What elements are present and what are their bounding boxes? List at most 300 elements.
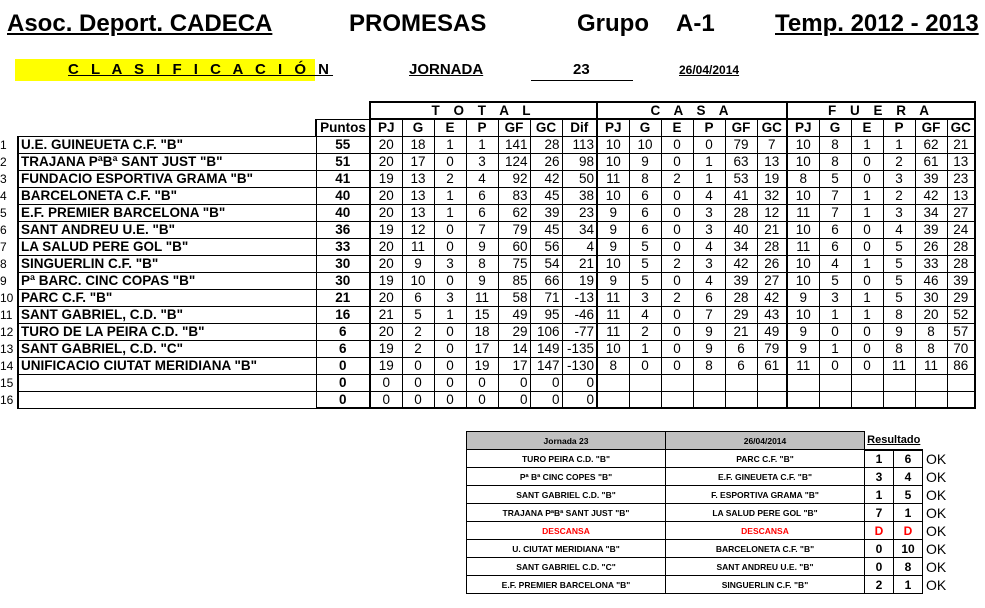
stat-cell: 149 (530, 340, 562, 357)
stat-cell: 10 (597, 153, 629, 170)
stat-cell: 0 (661, 323, 693, 340)
stat-cell: 20 (370, 323, 402, 340)
stat-cell: 10 (787, 272, 819, 289)
stat-cell: 11 (466, 289, 498, 306)
points-cell: 33 (316, 238, 370, 255)
stat-cell: 9 (629, 153, 661, 170)
stat-cell: 8 (466, 255, 498, 272)
stat-cell: 6 (725, 340, 757, 357)
stat-cell: 6 (629, 204, 661, 221)
group-header-row (0, 102, 975, 119)
stat-cell: 1 (851, 204, 883, 221)
stat-cell (725, 374, 757, 391)
points-cell: 51 (316, 153, 370, 170)
away-goals: 10 (894, 540, 923, 558)
stat-cell: 13 (947, 153, 975, 170)
stat-cell: 9 (883, 323, 915, 340)
stat-cell: 2 (434, 170, 466, 187)
stat-cell: 28 (725, 289, 757, 306)
stat-cell: 11 (787, 204, 819, 221)
stat-cell: 27 (757, 272, 787, 289)
stat-cell: 17 (466, 340, 498, 357)
stat-cell: 10 (787, 153, 819, 170)
stat-cell: 0 (851, 323, 883, 340)
team-name: TRAJANA PªBª SANT JUST "B" (18, 153, 316, 170)
stat-cell: 83 (498, 187, 530, 204)
stat-cell: 28 (947, 238, 975, 255)
stat-cell: 18 (402, 136, 434, 153)
group-total: T O T A L (370, 102, 597, 119)
stat-cell: 1 (693, 153, 725, 170)
stat-cell: 54 (530, 255, 562, 272)
match-away-team: DESCANSA (666, 522, 865, 540)
stat-cell: 14 (498, 340, 530, 357)
match-home-team: Pª Bª CINC COPES "B" (467, 468, 666, 486)
stat-cell: 62 (915, 136, 947, 153)
standings-row (0, 255, 975, 272)
stat-cell: 1 (851, 136, 883, 153)
stat-cell: 9 (597, 238, 629, 255)
match-status: OK (926, 540, 947, 557)
stat-cell: 13 (402, 187, 434, 204)
stat-cell: 7 (466, 221, 498, 238)
stat-cell: 0 (498, 391, 530, 408)
stat-cell: 1 (851, 289, 883, 306)
stat-cell: 58 (498, 289, 530, 306)
stat-cell: 29 (498, 323, 530, 340)
stat-cell: 49 (757, 323, 787, 340)
stat-cell: 70 (947, 340, 975, 357)
stat-cell: 1 (434, 204, 466, 221)
stat-cell: 1 (851, 187, 883, 204)
stat-cell: 92 (498, 170, 530, 187)
stat-cell: 2 (629, 323, 661, 340)
standings-row (0, 238, 975, 255)
team-name: BARCELONETA C.F. "B" (18, 187, 316, 204)
stat-cell: 0 (851, 221, 883, 238)
stat-cell: -46 (562, 306, 597, 323)
standings-row (0, 374, 975, 391)
away-goals: 1 (894, 576, 923, 594)
stat-cell: 17 (498, 357, 530, 374)
stat-cell: 5 (629, 272, 661, 289)
match-home-team: E.F. PREMIER BARCELONA "B" (467, 576, 666, 594)
column-header: G (819, 119, 851, 136)
stat-cell (787, 391, 819, 408)
stat-cell: 0 (851, 272, 883, 289)
stat-cell: 24 (947, 221, 975, 238)
points-cell: 0 (316, 391, 370, 408)
stat-cell: 4 (693, 238, 725, 255)
stat-cell: -77 (562, 323, 597, 340)
stat-cell: 66 (530, 272, 562, 289)
stat-cell: 39 (530, 204, 562, 221)
stat-cell: 6 (693, 289, 725, 306)
position-number: 9 (0, 273, 7, 288)
stat-cell: 8 (915, 340, 947, 357)
stat-cell: 9 (466, 238, 498, 255)
stat-cell: 0 (434, 374, 466, 391)
stat-cell: 8 (915, 323, 947, 340)
group-fuera: F U E R A (787, 102, 975, 119)
column-header: P (883, 119, 915, 136)
stat-cell: 6 (819, 221, 851, 238)
stat-cell: 1 (434, 306, 466, 323)
stat-cell: 0 (851, 170, 883, 187)
stat-cell (661, 391, 693, 408)
stat-cell: 4 (693, 187, 725, 204)
stat-cell: 33 (915, 255, 947, 272)
stat-cell: 4 (883, 221, 915, 238)
stat-cell: 3 (434, 289, 466, 306)
match-away-team: PARC C.F. "B" (666, 450, 865, 468)
column-header: P (466, 119, 498, 136)
column-header: GC (947, 119, 975, 136)
stat-cell: 20 (370, 187, 402, 204)
points-cell: 41 (316, 170, 370, 187)
points-cell: 40 (316, 187, 370, 204)
stat-cell: 52 (947, 306, 975, 323)
standings-row (0, 272, 975, 289)
standings-row (0, 153, 975, 170)
match-away-team: SANT ANDREU U.E. "B" (666, 558, 865, 576)
stat-cell: 0 (851, 357, 883, 374)
position-number: 8 (0, 256, 7, 271)
stat-cell: 0 (851, 153, 883, 170)
stat-cell: 9 (693, 323, 725, 340)
stat-cell: 0 (661, 238, 693, 255)
stat-cell (947, 391, 975, 408)
stat-cell: 0 (661, 136, 693, 153)
match-row (467, 486, 958, 504)
stat-cell: 0 (402, 374, 434, 391)
stat-cell (915, 374, 947, 391)
stat-cell: 10 (402, 272, 434, 289)
stat-cell: 0 (661, 306, 693, 323)
results-date-header: 26/04/2014 (666, 432, 865, 450)
stat-cell: 0 (661, 357, 693, 374)
stat-cell: 1 (466, 136, 498, 153)
stat-cell: 10 (787, 136, 819, 153)
points-cell: 36 (316, 221, 370, 238)
stat-cell: 20 (370, 136, 402, 153)
team-name: E.F. PREMIER BARCELONA "B" (18, 204, 316, 221)
stat-cell: 0 (530, 374, 562, 391)
stat-cell: 0 (562, 391, 597, 408)
match-away-team: SINGUERLIN C.F. "B" (666, 576, 865, 594)
stat-cell: 3 (819, 289, 851, 306)
column-header: GF (915, 119, 947, 136)
stat-cell: 124 (498, 153, 530, 170)
stat-cell: 19 (562, 272, 597, 289)
stat-cell: 29 (947, 289, 975, 306)
stat-cell: 9 (597, 272, 629, 289)
group-casa: C A S A (597, 102, 787, 119)
away-goals: 6 (894, 450, 923, 468)
home-goals: D (865, 522, 894, 540)
stat-cell: 0 (851, 238, 883, 255)
stat-cell: 8 (629, 170, 661, 187)
points-cell: 6 (316, 323, 370, 340)
stat-cell: 86 (947, 357, 975, 374)
position-number: 5 (0, 205, 7, 220)
stat-cell: 6 (629, 187, 661, 204)
stat-cell: 39 (915, 221, 947, 238)
column-header: G (629, 119, 661, 136)
stat-cell: 39 (725, 272, 757, 289)
team-name: UNIFICACIO CIUTAT MERIDIANA "B" (18, 357, 316, 374)
stat-cell: 0 (661, 272, 693, 289)
points-cell: 0 (316, 374, 370, 391)
standings-row (0, 340, 975, 357)
stat-cell: 10 (597, 255, 629, 272)
stat-cell: 5 (819, 272, 851, 289)
stat-cell (693, 391, 725, 408)
stat-cell (597, 391, 629, 408)
stat-cell (883, 374, 915, 391)
stat-cell: 0 (434, 357, 466, 374)
stat-cell: 13 (947, 187, 975, 204)
stat-cell (757, 374, 787, 391)
home-goals: 0 (865, 558, 894, 576)
stat-cell: 11 (597, 323, 629, 340)
stat-cell: 0 (434, 340, 466, 357)
stat-cell: 6 (466, 187, 498, 204)
match-row (467, 576, 958, 594)
stat-cell: 3 (434, 255, 466, 272)
results-table (466, 431, 958, 594)
stat-cell: 4 (693, 272, 725, 289)
stat-cell: 10 (597, 136, 629, 153)
stat-cell: 9 (787, 340, 819, 357)
position-number: 12 (0, 324, 14, 339)
stat-cell: 2 (661, 289, 693, 306)
team-name (18, 391, 316, 408)
team-name: SANT GABRIEL, C.D. "B" (18, 306, 316, 323)
points-cell: 55 (316, 136, 370, 153)
stat-cell: 8 (819, 153, 851, 170)
stat-cell (883, 391, 915, 408)
stat-cell: 61 (915, 153, 947, 170)
clasificacion-title: C L A S I F I C A C I Ó N (68, 61, 334, 78)
match-away-team: F. ESPORTIVA GRAMA "B" (666, 486, 865, 504)
match-status: OK (926, 558, 947, 575)
stat-cell: 6 (402, 289, 434, 306)
stat-cell: 10 (629, 136, 661, 153)
stat-cell: 28 (947, 255, 975, 272)
column-header: E (661, 119, 693, 136)
away-goals: 1 (894, 504, 923, 522)
standings-row (0, 136, 975, 153)
standings-row (0, 289, 975, 306)
points-cell: 30 (316, 272, 370, 289)
stat-cell: 8 (819, 136, 851, 153)
stat-cell: 29 (725, 306, 757, 323)
position-number: 11 (0, 307, 13, 322)
stat-cell: 39 (915, 170, 947, 187)
stat-cell (851, 374, 883, 391)
stat-cell: 7 (819, 204, 851, 221)
stat-cell: 28 (530, 136, 562, 153)
stat-cell: 3 (693, 255, 725, 272)
stat-cell: 8 (883, 306, 915, 323)
stat-cell: 28 (757, 238, 787, 255)
match-status: OK (926, 576, 947, 593)
home-goals: 0 (865, 540, 894, 558)
stat-cell: 9 (787, 289, 819, 306)
stat-cell: 5 (819, 170, 851, 187)
stat-cell: 42 (725, 255, 757, 272)
stat-cell: 42 (530, 170, 562, 187)
stat-cell: 26 (757, 255, 787, 272)
team-name: Pª BARC. CINC COPAS "B" (18, 272, 316, 289)
match-home-team: TURO PEIRA C.D. "B" (467, 450, 666, 468)
stat-cell: 10 (787, 187, 819, 204)
stat-cell: 42 (757, 289, 787, 306)
stat-cell: 10 (597, 340, 629, 357)
stat-cell: 8 (597, 357, 629, 374)
points-cell: 16 (316, 306, 370, 323)
stat-cell: 0 (434, 391, 466, 408)
stat-cell (693, 374, 725, 391)
stat-cell (819, 391, 851, 408)
standings-row (0, 391, 975, 408)
stat-cell: 0 (661, 153, 693, 170)
stat-cell: 11 (597, 289, 629, 306)
match-home-team: SANT GABRIEL C.D. "B" (467, 486, 666, 504)
standings-row (0, 204, 975, 221)
points-cell: 6 (316, 340, 370, 357)
stat-cell: 0 (629, 357, 661, 374)
points-cell: 0 (316, 357, 370, 374)
match-away-team: BARCELONETA C.F. "B" (666, 540, 865, 558)
stat-cell: 0 (466, 391, 498, 408)
results-result-header: Resultado (865, 432, 923, 450)
points-cell: 40 (316, 204, 370, 221)
stat-cell: 1 (434, 136, 466, 153)
stat-cell: 1 (693, 170, 725, 187)
stat-cell: 113 (562, 136, 597, 153)
stat-cell: 12 (757, 204, 787, 221)
stat-cell: 6 (819, 238, 851, 255)
team-name: TURO DE LA PEIRA C.D. "B" (18, 323, 316, 340)
stat-cell (629, 391, 661, 408)
stat-cell: 1 (883, 136, 915, 153)
column-header: E (851, 119, 883, 136)
stat-cell: 2 (402, 323, 434, 340)
stat-cell (629, 374, 661, 391)
stat-cell: 3 (466, 153, 498, 170)
team-name: PARC C.F. "B" (18, 289, 316, 306)
stat-cell (819, 374, 851, 391)
stat-cell: 61 (757, 357, 787, 374)
stat-cell: 1 (629, 340, 661, 357)
stat-cell: 27 (947, 204, 975, 221)
stat-cell: 9 (466, 272, 498, 289)
column-header: PJ (597, 119, 629, 136)
home-goals: 1 (865, 450, 894, 468)
match-status: OK (926, 522, 947, 539)
stat-cell: 1 (819, 340, 851, 357)
clasificacion-banner (15, 59, 334, 81)
position-number: 10 (0, 290, 14, 305)
team-name (18, 374, 316, 391)
stat-cell: 4 (466, 170, 498, 187)
standings-row (0, 187, 975, 204)
stat-cell: 3 (883, 170, 915, 187)
match-row (467, 522, 958, 540)
standings-row (0, 221, 975, 238)
stat-cell (787, 374, 819, 391)
stat-cell: 41 (725, 187, 757, 204)
stat-cell: 10 (787, 306, 819, 323)
stat-cell: 57 (947, 323, 975, 340)
stat-cell: 63 (725, 153, 757, 170)
stat-cell: 10 (787, 221, 819, 238)
stat-cell: 5 (883, 289, 915, 306)
stat-cell: 0 (466, 374, 498, 391)
stat-cell: 0 (819, 323, 851, 340)
column-header: Dif (562, 119, 597, 136)
stat-cell: 0 (661, 340, 693, 357)
stat-cell: 19 (370, 221, 402, 238)
stat-cell: 34 (915, 204, 947, 221)
stat-cell: 34 (562, 221, 597, 238)
stat-cell: 45 (530, 187, 562, 204)
stat-cell: 8 (883, 340, 915, 357)
stat-cell: 3 (629, 289, 661, 306)
stat-cell: 0 (819, 357, 851, 374)
stat-cell: 11 (402, 238, 434, 255)
column-header: E (434, 119, 466, 136)
position-number: 14 (0, 358, 14, 373)
stat-cell: 18 (466, 323, 498, 340)
stat-cell: 0 (402, 391, 434, 408)
stat-cell: 0 (434, 221, 466, 238)
round-label: JORNADA (409, 61, 484, 78)
stat-cell: 1 (851, 306, 883, 323)
stat-cell: 19 (370, 170, 402, 187)
stat-cell: 5 (883, 272, 915, 289)
stat-cell: 5 (402, 306, 434, 323)
stat-cell: 49 (498, 306, 530, 323)
position-number: 6 (0, 222, 7, 237)
stat-cell: 147 (530, 357, 562, 374)
stat-cell: 5 (629, 255, 661, 272)
match-status: OK (926, 486, 947, 503)
team-name: SANT ANDREU U.E. "B" (18, 221, 316, 238)
stat-cell: 19 (757, 170, 787, 187)
stat-cell: 98 (562, 153, 597, 170)
stat-cell: 5 (883, 238, 915, 255)
stat-cell (661, 374, 693, 391)
stat-cell: 0 (434, 238, 466, 255)
match-row (467, 558, 958, 576)
stat-cell: 8 (693, 357, 725, 374)
round-underline (531, 80, 633, 81)
results-round-header: Jornada 23 (467, 432, 666, 450)
stat-cell: 79 (757, 340, 787, 357)
stat-cell: 40 (725, 221, 757, 238)
points-cell: 30 (316, 255, 370, 272)
team-name: FUNDACIO ESPORTIVA GRAMA "B" (18, 170, 316, 187)
team-name: SANT GABRIEL, C.D. "C" (18, 340, 316, 357)
stat-cell: 0 (661, 221, 693, 238)
results-header-row (467, 432, 958, 450)
stat-cell: 17 (402, 153, 434, 170)
stat-cell: 20 (370, 238, 402, 255)
stat-cell: 1 (851, 255, 883, 272)
